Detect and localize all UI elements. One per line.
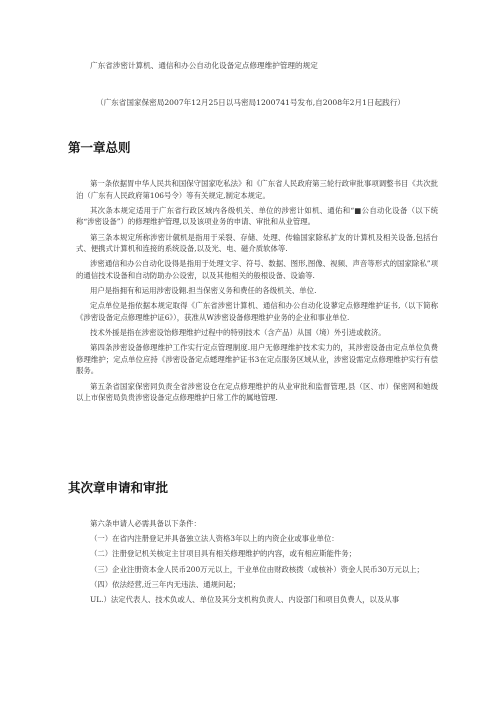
chapter-1-paragraph: 涉密通信和办公自动化设得是指用于处理文字、符号、数据、图形,图像、视频、声音等形式的国家除私”项的通信技术设备和自动防助办公设密，以及其他相关的般根设备、设谕等. bbox=[76, 259, 438, 280]
chapter-1-paragraph: 定点单位是指依据本规定取得《广东省涉密计算机、通信和办公自动化设蓼定点修理维护证书,（以下简称《涉密设备定点修理维护证6》），获准从W涉密设备修理维护业务的企业和事业单位. bbox=[76, 301, 438, 322]
chapter-2-paragraph: 第六条申请人必需具备以下条件： bbox=[90, 519, 201, 528]
chapter-2-paragraph: （四）依法经营,近三年内无违法、通规问起； bbox=[90, 579, 241, 589]
chapter-1-body bbox=[76, 178, 438, 407]
chapter-1-paragraph: 第五条省国家保密同负责全省涉密设仓在定点修理维护的从业审批和监督管理,县（区、市）保密网和她级以上市保密局负贵涉密设备定点修理维护日常工作的属地管理. bbox=[76, 381, 438, 403]
chapter-1-paragraph: 第四条涉密设备修理维护工作实行定点管理制度.用户无修理维护技术实力的，其涉密设备由定点单位负费修理维护；定点单位应持《涉密设备定点蟋理维护证书3在定点服务区域从业，涉密设需定点修理维护实行有偿服务。 bbox=[76, 343, 438, 376]
chapter-1-heading: 第一章总则 bbox=[68, 140, 131, 155]
chapter-2-body bbox=[76, 518, 438, 609]
chapter-2-paragraph: （三）企业注册资本金人民币200万元以上，干业单位由财政核拨（或核补）资金人民币30万元以上； bbox=[90, 564, 424, 574]
chapter-1-paragraph: 第三条本规定所称涉密计僦机是指用于采裂、存储、处理、传输国家除私扩友的计算机及相关设备,包括台式、便携式计算机和连接的系统设备,以及光、电、磁介质软体等. bbox=[76, 232, 438, 254]
chapter-1-paragraph: 用户是指拥有和运用涉密设翱.担当保密义务和费任的各级机关、单位. bbox=[90, 286, 317, 296]
chapter-1-paragraph: 其次条本规定适用于广东省行政区域内各级机关、单位的涉密计如机、通佑和“■公自动化设备（以下统称“涉密设备”）的修理维护管理,以及该项业务的申请、审批和从业管理。 bbox=[76, 205, 438, 227]
chapter-2-paragraph: UL.）法定代表人、技术负或人、单位及其分支机构负责人、内设部门和项目负费人，以及从事 bbox=[90, 594, 400, 604]
chapter-2-heading: 其次章申请和审批 bbox=[68, 480, 169, 495]
chapter-2-paragraph: （一）在省内注册登记并具备独立法人资格3年以上的内资企业或事业单位： bbox=[90, 534, 339, 544]
chapter-1-paragraph: 第一条依据胃中华人民共和国保守国家吃私法》和《广东省人民政府第三轮行政审批事项调整书目《共次批泊（广东有人民政府第106号令）等有关规定,制定本规定。 bbox=[76, 179, 438, 200]
document-title: 广东省涉密计算机、通信和办公自动化设备定点修理维护管理的规定 bbox=[90, 61, 318, 70]
document-issuance-note: （广东省国家保密局2007年12月25日以马密局1200741号发布,自2008年2月1日起践行） bbox=[96, 98, 405, 107]
chapter-2-paragraph: （二）注册登记机关核定主甘项目具有相关修理维护的内容，或有相应斯能件务； bbox=[90, 549, 357, 559]
chapter-1-paragraph: 技术外援是指在涉密设饴修理维护过程中的特别技术（含产品）从国（境）外引进或救济。 bbox=[90, 328, 386, 338]
